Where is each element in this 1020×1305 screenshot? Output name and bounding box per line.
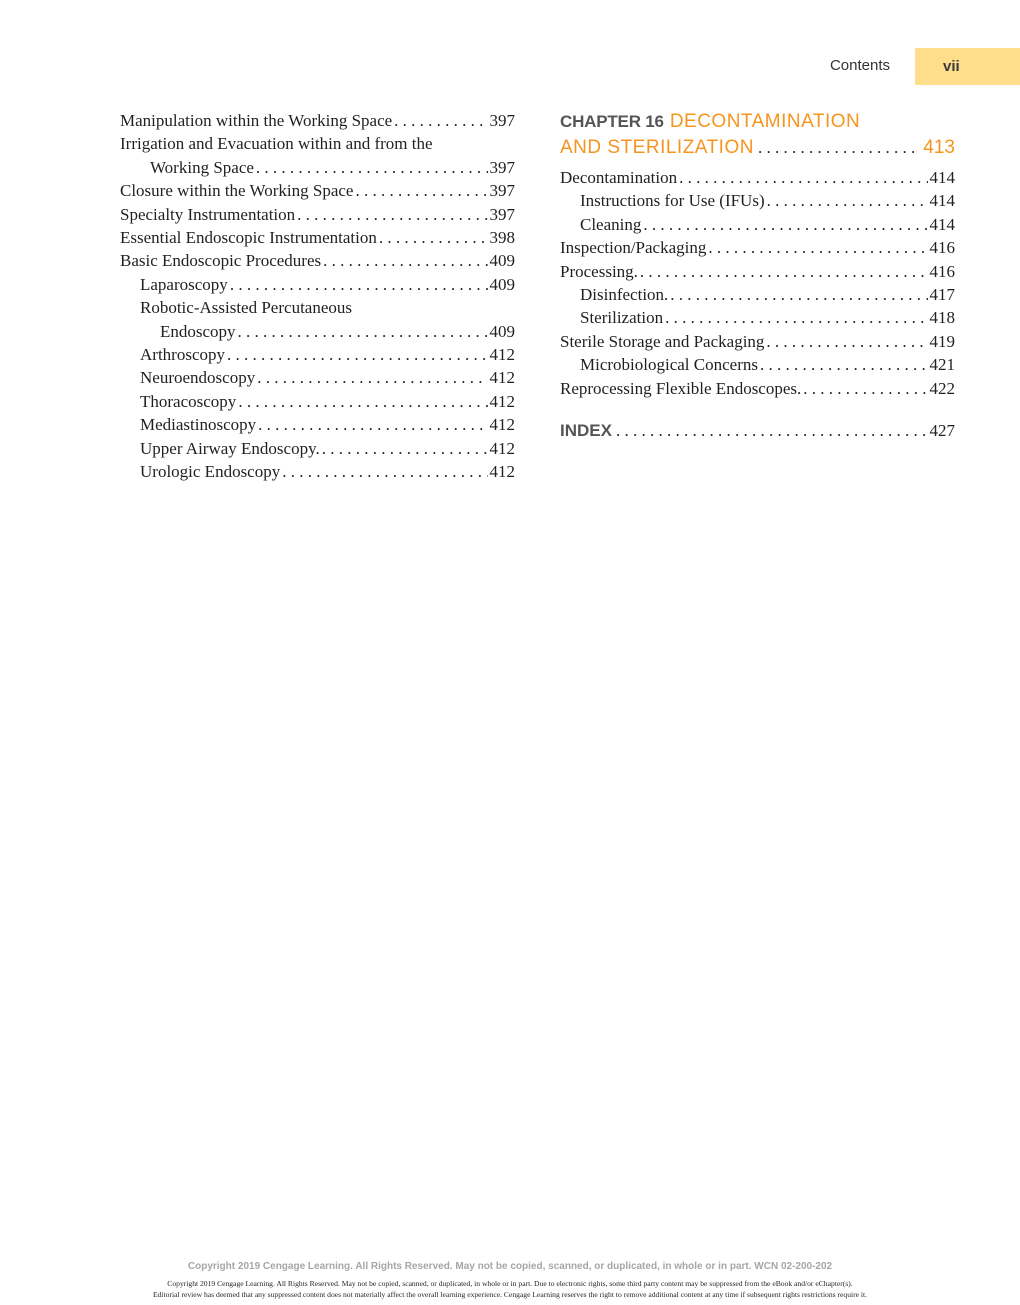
chapter-page: 413 (923, 137, 955, 158)
copyright-disclaimer (0, 1279, 1020, 1300)
toc-entry-page: 419 (929, 331, 955, 351)
toc-entry[interactable] (120, 460, 515, 483)
toc-entry-title: Inspection/Packaging (560, 238, 707, 258)
toc-entry[interactable] (560, 166, 955, 189)
toc-entry[interactable] (120, 156, 515, 179)
toc-entry-page: 398 (489, 228, 515, 248)
copyright-disclaimer-line2: Editorial review has deemed that any suppressed content does not materially affect the overall learning experience. Cengage Learning reserves the right to remove additional content at any time if subsequent rights restrictions require it. (152, 1289, 868, 1299)
toc-entry-title: Disinfection. (580, 285, 669, 305)
toc-entry-title: Microbiological Concerns (580, 355, 758, 375)
toc-entry-page: 417 (929, 285, 955, 305)
toc-entry[interactable] (560, 330, 955, 353)
toc-entry-page: 414 (929, 168, 955, 187)
toc-entry-page: 412 (489, 391, 515, 411)
toc-entry[interactable] (120, 366, 515, 389)
toc-right-column (560, 109, 955, 442)
toc-entry-title: Thoracoscopy (140, 391, 237, 411)
toc-entry-title: Reprocessing Flexible Endoscopes. (560, 378, 802, 398)
chapter-title-line1: DECONTAMINATION (669, 111, 861, 132)
toc-entry[interactable] (560, 283, 955, 306)
toc-entry-page: 422 (929, 378, 955, 398)
toc-entry-page: 412 (489, 415, 515, 435)
toc-entry-title: Endoscopy (160, 321, 236, 341)
toc-entry-title: Sterilization (580, 308, 664, 328)
toc-entry-page: 397 (489, 181, 515, 201)
toc-entry[interactable] (120, 320, 515, 343)
toc-entry[interactable] (560, 213, 955, 236)
toc-entry-title: Instructions for Use (IFUs) (580, 191, 765, 211)
toc-entry-title: Mediastinoscopy (140, 415, 257, 435)
toc-entry[interactable] (120, 390, 515, 413)
copyright-notice: Copyright 2019 Cengage Learning. All Rights Reserved. May not be copied, scanned, or duplicated, in whole or in part. WCN 02-200-202 (187, 1261, 833, 1272)
toc-entry-page: 409 (489, 321, 515, 341)
index-page: 427 (929, 421, 955, 441)
toc-entry-title: Decontamination (560, 168, 678, 187)
chapter-title-line2: AND STERILIZATION (560, 137, 754, 158)
toc-entry-title: Urologic Endoscopy (140, 462, 281, 482)
toc-entry-title-line1: Irrigation and Evacuation within and from the (120, 134, 433, 154)
toc-entry[interactable] (120, 273, 515, 296)
toc-entry-title: Arthroscopy (140, 345, 225, 365)
toc-entry-page: 414 (929, 214, 955, 234)
toc-entry[interactable] (120, 249, 515, 272)
toc-entry-page: 397 (489, 204, 515, 224)
toc-entry-page: 397 (489, 157, 515, 177)
toc-entry-title: Specialty Instrumentation (120, 204, 296, 224)
page-number-tab: vii (915, 48, 1020, 85)
toc-entry-title: Manipulation within the Working Space (120, 111, 393, 130)
toc-entry[interactable] (120, 109, 515, 132)
toc-entry[interactable] (560, 306, 955, 329)
toc-entry[interactable] (120, 203, 515, 226)
running-head-label: Contents (829, 57, 890, 74)
toc-entry-title: Essential Endoscopic Instrumentation (120, 228, 377, 248)
toc-entry-title: Laparoscopy (140, 274, 228, 294)
toc-entry-page: 409 (489, 274, 515, 294)
chapter-number: CHAPTER 16 (560, 112, 664, 131)
toc-entry-page: 412 (489, 438, 515, 458)
toc-entry-title: Closure within the Working Space (120, 181, 354, 201)
index-title: INDEX (560, 421, 612, 441)
toc-left-column (120, 109, 515, 484)
toc-entry[interactable] (120, 437, 515, 460)
toc-entry-page: 414 (929, 191, 955, 211)
toc-entry[interactable] (560, 260, 955, 283)
toc-entry-page: 421 (929, 355, 955, 375)
index-entry[interactable] (560, 419, 955, 442)
toc-entry[interactable] (120, 179, 515, 202)
toc-entry-title: Upper Airway Endoscopy. (140, 438, 320, 458)
toc-entry[interactable] (120, 343, 515, 366)
toc-entry-page: 416 (929, 261, 955, 281)
toc-entry-page: 412 (489, 462, 515, 482)
toc-entry-page: 416 (929, 238, 955, 258)
toc-entry-title-line1: Robotic-Assisted Percutaneous (140, 298, 352, 318)
toc-entry[interactable] (560, 353, 955, 376)
toc-entry-page: 412 (489, 368, 515, 388)
toc-entry-title: Processing. (560, 261, 638, 281)
chapter-heading[interactable] (560, 109, 955, 160)
toc-entry-page: 397 (489, 111, 515, 130)
toc-entry-page: 412 (489, 345, 515, 365)
copyright-disclaimer-line1: Copyright 2019 Cengage Learning. All Rights Reserved. May not be copied, scanned, or duplicated, in whole or in part. Due to electronic rights, some third party content may be suppressed from the eBook and/or eChapter(s). (167, 1279, 853, 1288)
toc-entry-title: Basic Endoscopic Procedures (120, 251, 322, 271)
toc-entry-title: Sterile Storage and Packaging (560, 331, 765, 351)
toc-entry-title: Neuroendoscopy (140, 368, 256, 388)
toc-entry[interactable] (120, 413, 515, 436)
toc-entry[interactable] (120, 226, 515, 249)
toc-entry[interactable] (560, 377, 955, 400)
toc-entry-title: Working Space (150, 157, 254, 177)
toc-entry-title: Cleaning (580, 214, 642, 234)
toc-entry-page: 409 (489, 251, 515, 271)
toc-entry[interactable] (560, 236, 955, 259)
toc-entry-page: 418 (929, 308, 955, 328)
toc-entry[interactable] (560, 189, 955, 212)
